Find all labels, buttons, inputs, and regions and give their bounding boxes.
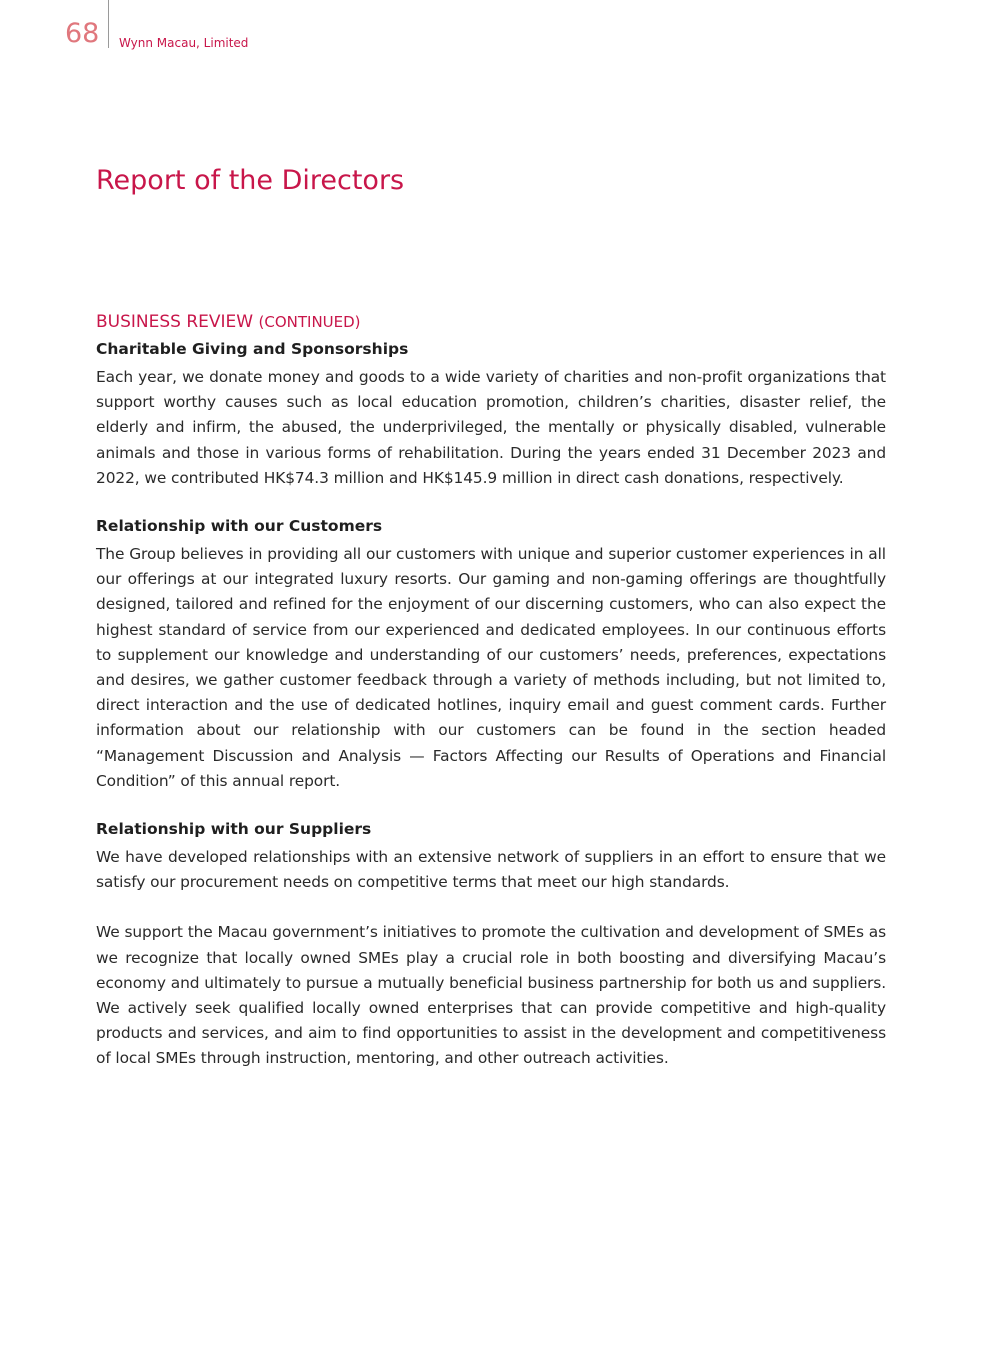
continued-label: (CONTINUED)	[258, 313, 361, 331]
suppliers-paragraph-2: We support the Macau government’s initiatives to promote the cultivation and development of SMEs as we recognize that locally owned SMEs play a crucial role in both boosting and diversifying Macau’s economy and ultimately to pursue a mutually beneficial business partnership for both us and suppliers. We actively seek qualified locally owned enterprises that can provide competitive and high-quality products and services, and aim to find opportunities to assist in the development and competitiveness of local SMEs through instruction, mentoring, and other outreach activities.	[96, 923, 886, 1068]
page-header	[0, 0, 400, 60]
charitable-paragraph: Each year, we donate money and goods to a wide variety of charities and non-profit organizations that support worthy causes such as local education promotion, children’s charities, disaster relief, the elderly and infirm, the abused, the underprivileged, the mentally or physically disabled, vulnerable animals and those in various forms of rehabilitation. During the years ended 31 December 2023 and 2022, we contributed HK$74.3 million and HK$145.9 million in direct cash donations, respectively.	[96, 368, 886, 487]
page-number: 68	[65, 18, 100, 49]
customers-paragraph: The Group believes in providing all our customers with unique and superior customer experiences in all our offerings at our integrated luxury resorts. Our gaming and non-gaming offerings are thoughtfully designed, tailored and refined for the enjoyment of our discerning customers, who can also expect the highest standard of service from our experienced and dedicated employees. In our continuous efforts to supplement our knowledge and understanding of our customers’ needs, preferences, expectations and desires, we gather customer feedback through a variety of methods including, but not limited to, direct interaction and the use of dedicated hotlines, inquiry email and guest comment cards. Further information about our relationship with our customers can be found in the section headed “Management Discussion and Analysis — Factors Affecting our Results of Operations and Financial Condition” of this annual report.	[96, 545, 886, 790]
business-review-heading	[96, 312, 886, 332]
page-title: Report of the Directors	[96, 165, 405, 196]
main-content	[96, 312, 886, 1097]
customers-heading: Relationship with our Customers	[96, 517, 383, 536]
suppliers-paragraph-1: We have developed relationships with an extensive network of suppliers in an effort to ensure that we satisfy our procurement needs on competitive terms that meet our high standards.	[96, 848, 886, 892]
charitable-heading: Charitable Giving and Sponsorships	[96, 340, 409, 358]
business-review-label: BUSINESS REVIEW	[96, 312, 254, 332]
company-name: Wynn Macau, Limited	[119, 36, 249, 50]
header-divider	[108, 0, 109, 48]
suppliers-heading: Relationship with our Suppliers	[96, 820, 372, 839]
